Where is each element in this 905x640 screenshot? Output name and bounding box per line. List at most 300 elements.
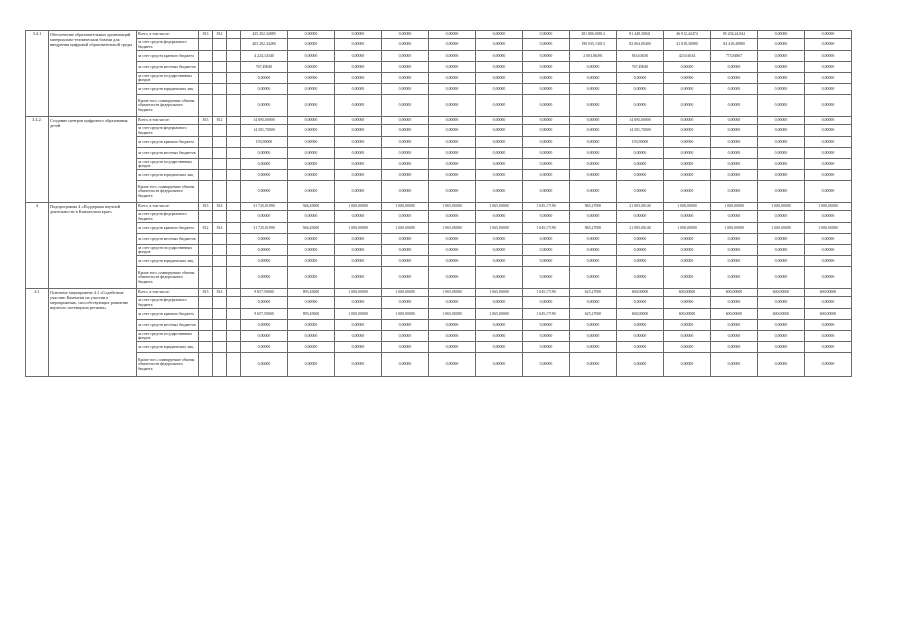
value-cell: 0,00000 [476, 84, 523, 95]
value-cell: 0,00000 [429, 245, 476, 256]
table-row [26, 31, 852, 39]
value-cell: 0,00000 [570, 62, 617, 73]
program-name-cell: Основное мероприятие 4.1 «Содействие участию Камчатки на участии в мероприятиях, способствующих развитию научного потенциала региона» [49, 289, 137, 377]
value-cell: 0,00000 [664, 62, 711, 73]
value-cell: 1 000,00000 [758, 223, 805, 234]
value-cell: 0,00000 [476, 125, 523, 137]
code-cell-1: 812 [199, 223, 213, 234]
value-cell: 0,00000 [429, 159, 476, 170]
value-cell: 0,00000 [429, 211, 476, 223]
value-cell: 0,00000 [523, 159, 570, 170]
value-cell: 0,00000 [570, 353, 617, 377]
empty-cell [227, 170, 241, 181]
empty-cell [227, 331, 241, 342]
code-cell-2 [213, 62, 227, 73]
value-cell: 0,00000 [476, 320, 523, 331]
value-cell: 0,00000 [617, 181, 664, 203]
value-cell: 0,00000 [664, 320, 711, 331]
value-cell: 1 000,00000 [335, 289, 382, 297]
value-cell: 0,00000 [617, 170, 664, 181]
code-cell-1 [199, 245, 213, 256]
code-cell-1 [199, 267, 213, 289]
value-cell: 0,00000 [523, 137, 570, 148]
value-cell: 0,00000 [382, 234, 429, 245]
value-cell: 0,00000 [617, 234, 664, 245]
funding-source-cell: за счет средств федерального бюджета [137, 211, 199, 223]
value-cell: 0,00000 [288, 331, 335, 342]
empty-cell [227, 31, 241, 39]
value-cell: 600,00000 [664, 309, 711, 320]
value-cell: 0,00000 [429, 51, 476, 62]
value-cell: 0,00000 [664, 353, 711, 377]
value-cell: 600,00000 [711, 309, 758, 320]
value-cell: 0,00000 [476, 211, 523, 223]
row-index-cell: 3.4.2. [26, 117, 49, 203]
value-cell: 0,00000 [335, 73, 382, 84]
value-cell: 0,00000 [711, 331, 758, 342]
value-cell: 1 065,00000 [429, 203, 476, 211]
value-cell: 2 003,86491 [570, 51, 617, 62]
empty-cell [227, 342, 241, 353]
funding-source-cell: за счет средств краевого бюджета [137, 309, 199, 320]
value-cell: 600,00000 [758, 309, 805, 320]
value-cell: 0,00000 [570, 320, 617, 331]
value-cell: 21 083,00140 [617, 223, 664, 234]
value-cell: 0,00000 [664, 148, 711, 159]
value-cell: 0,00000 [805, 117, 852, 125]
value-cell: 0,00000 [288, 245, 335, 256]
value-cell: 0,00000 [523, 353, 570, 377]
value-cell: 0,00000 [429, 148, 476, 159]
funding-source-cell: Кроме того, планируемые объемы обязательств федерального бюджета [137, 353, 199, 377]
table-row [26, 342, 852, 353]
value-cell: 0,00000 [429, 267, 476, 289]
value-cell: 0,00000 [711, 117, 758, 125]
value-cell: 0,00000 [711, 342, 758, 353]
value-cell: 1 045,17190 [523, 203, 570, 211]
code-cell-1 [199, 62, 213, 73]
value-cell: 0,00000 [241, 245, 288, 256]
value-cell: 0,00000 [288, 297, 335, 309]
value-cell: 625,27000 [570, 289, 617, 297]
code-cell-1 [199, 211, 213, 223]
value-cell: 0,00000 [664, 137, 711, 148]
table-row [26, 297, 852, 309]
value-cell: 0,00000 [570, 148, 617, 159]
table-row [26, 181, 852, 203]
value-cell: 0,00000 [288, 234, 335, 245]
value-cell: 0,00000 [617, 84, 664, 95]
value-cell: 0,00000 [241, 342, 288, 353]
value-cell: 0,00000 [476, 62, 523, 73]
value-cell: 0,00000 [805, 159, 852, 170]
empty-cell [227, 148, 241, 159]
value-cell: 0,00000 [758, 84, 805, 95]
value-cell: 0,00000 [805, 125, 852, 137]
value-cell: 1 065,00000 [476, 203, 523, 211]
value-cell: 0,00000 [617, 211, 664, 223]
value-cell: 0,00000 [476, 73, 523, 84]
code-cell-1 [199, 159, 213, 170]
value-cell: 0,00000 [758, 331, 805, 342]
code-cell-2 [213, 256, 227, 267]
value-cell: 0,00000 [288, 51, 335, 62]
value-cell: 0,00000 [382, 73, 429, 84]
value-cell: 0,00000 [805, 73, 852, 84]
value-cell: 0,00000 [617, 331, 664, 342]
value-cell: 0,00000 [523, 117, 570, 125]
value-cell: 0,00000 [711, 245, 758, 256]
value-cell: 423,61634 [664, 51, 711, 62]
value-cell: 1 000,00000 [382, 289, 429, 297]
value-cell: 0,00000 [335, 297, 382, 309]
code-cell-2 [213, 211, 227, 223]
value-cell: 0,00000 [570, 117, 617, 125]
code-cell-1 [199, 39, 213, 51]
value-cell: 31 725,01090 [241, 203, 288, 211]
value-cell: 0,00000 [382, 39, 429, 51]
value-cell: 1 000,00000 [335, 309, 382, 320]
value-cell: 0,00000 [664, 245, 711, 256]
value-cell: 0,00000 [805, 31, 852, 39]
value-cell: 0,00000 [288, 181, 335, 203]
table-row [26, 137, 852, 148]
value-cell: 9 657,50000 [241, 289, 288, 297]
value-cell: 0,00000 [382, 137, 429, 148]
value-cell: 0,00000 [476, 297, 523, 309]
value-cell: 0,00000 [523, 234, 570, 245]
value-cell: 0,00000 [288, 256, 335, 267]
funding-source-cell: за счет средств государственных фондов [137, 331, 199, 342]
value-cell: 0,00000 [335, 31, 382, 39]
value-cell: 600,00000 [617, 289, 664, 297]
funding-source-cell: за счет средств местных бюджетов [137, 234, 199, 245]
value-cell: 0,00000 [711, 148, 758, 159]
funding-source-cell: Кроме того, планируемые объемы обязательств федерального бюджета [137, 181, 199, 203]
value-cell: 0,00000 [241, 267, 288, 289]
value-cell: 0,00000 [711, 137, 758, 148]
value-cell: 0,00000 [241, 297, 288, 309]
code-cell-2 [213, 245, 227, 256]
value-cell: 0,00000 [288, 170, 335, 181]
value-cell: 0,00000 [288, 117, 335, 125]
code-cell-2 [213, 181, 227, 203]
value-cell: 0,00000 [429, 234, 476, 245]
code-cell-1 [199, 73, 213, 84]
code-cell-2 [213, 137, 227, 148]
value-cell: 0,00000 [711, 211, 758, 223]
value-cell: 0,00000 [335, 117, 382, 125]
value-cell: 0,00000 [805, 320, 852, 331]
value-cell: 0,00000 [617, 148, 664, 159]
code-cell-1 [199, 297, 213, 309]
value-cell: 0,00000 [758, 297, 805, 309]
value-cell: 0,00000 [711, 73, 758, 84]
table-row [26, 256, 852, 267]
value-cell: 0,00000 [335, 125, 382, 137]
value-cell: 0,00000 [805, 84, 852, 95]
value-cell: 0,00000 [570, 342, 617, 353]
value-cell: 1 045,17190 [523, 309, 570, 320]
value-cell: 0,00000 [382, 31, 429, 39]
table-row [26, 331, 852, 342]
value-cell: 0,00000 [523, 297, 570, 309]
value-cell: 0,00000 [664, 256, 711, 267]
funding-source-cell: за счет средств краевого бюджета [137, 137, 199, 148]
table-row [26, 245, 852, 256]
value-cell: 1 000,00000 [335, 223, 382, 234]
value-cell: 0,00000 [476, 181, 523, 203]
value-cell: 0,00000 [805, 297, 852, 309]
code-cell-1 [199, 234, 213, 245]
value-cell: 84 418,40880 [711, 39, 758, 51]
value-cell: 0,00000 [523, 256, 570, 267]
funding-source-cell: за счет средств федерального бюджета [137, 297, 199, 309]
code-cell-1 [199, 342, 213, 353]
value-cell: 895,45000 [288, 289, 335, 297]
value-cell: 0,00000 [429, 31, 476, 39]
value-cell: 0,00000 [664, 117, 711, 125]
value-cell: 0,00000 [758, 125, 805, 137]
value-cell: 14 695,60000 [241, 117, 288, 125]
value-cell: 0,00000 [805, 211, 852, 223]
value-cell: 1 065,00000 [476, 309, 523, 320]
table-row [26, 62, 852, 73]
funding-source-cell: Кроме того, планируемые объемы обязательств федерального бюджета [137, 267, 199, 289]
code-cell-2 [213, 297, 227, 309]
code-cell-2 [213, 39, 227, 51]
value-cell: 41 818,30880 [664, 39, 711, 51]
value-cell: 0,00000 [476, 39, 523, 51]
funding-source-cell: за счет средств государственных фондов [137, 159, 199, 170]
table-row [26, 320, 852, 331]
value-cell: 0,00000 [758, 320, 805, 331]
value-cell: 0,00000 [617, 159, 664, 170]
value-cell: 1 000,00000 [382, 203, 429, 211]
funding-source-cell: за счет средств краевого бюджета [137, 223, 199, 234]
value-cell: 0,00000 [805, 62, 852, 73]
value-cell: 0,00000 [241, 211, 288, 223]
value-cell: 0,00000 [382, 62, 429, 73]
value-cell: 0,00000 [429, 62, 476, 73]
table-row [26, 234, 852, 245]
funding-source-cell: за счет средств местных бюджетов [137, 148, 199, 159]
value-cell: 0,00000 [570, 84, 617, 95]
value-cell: 0,00000 [335, 181, 382, 203]
value-cell: 0,00000 [241, 320, 288, 331]
table-row [26, 84, 852, 95]
value-cell: 0,00000 [476, 137, 523, 148]
value-cell: 0,00000 [711, 297, 758, 309]
code-cell-2 [213, 234, 227, 245]
program-name-cell: Подпрограмма 4 «Поддержка научной деятельности в Камчатском крае» [49, 203, 137, 289]
value-cell: 0,00000 [476, 245, 523, 256]
value-cell: 1 000,00000 [758, 203, 805, 211]
value-cell: 0,00000 [523, 39, 570, 51]
funding-source-cell: Всего, в том числе: [137, 117, 199, 125]
value-cell: 0,00000 [288, 342, 335, 353]
value-cell: 0,00000 [335, 95, 382, 117]
value-cell: 0,00000 [711, 84, 758, 95]
row-index-cell: 3.4.1 [26, 31, 49, 117]
value-cell: 0,00000 [570, 159, 617, 170]
value-cell: 0,00000 [758, 51, 805, 62]
value-cell: 81 448,30841 [617, 31, 664, 39]
empty-cell [227, 95, 241, 117]
empty-cell [227, 267, 241, 289]
value-cell: 0,00000 [523, 31, 570, 39]
value-cell: 0,00000 [429, 170, 476, 181]
value-cell: 0,00000 [805, 342, 852, 353]
funding-source-cell: за счет средств краевого бюджета [137, 51, 199, 62]
value-cell: 1 000,00000 [335, 203, 382, 211]
value-cell: 0,00000 [523, 73, 570, 84]
value-cell: 0,00000 [288, 39, 335, 51]
code-cell-1: 813 [199, 203, 213, 211]
value-cell: 0,00000 [288, 73, 335, 84]
empty-cell [227, 203, 241, 211]
value-cell: 4 224,14340 [241, 51, 288, 62]
code-cell-2 [213, 84, 227, 95]
empty-cell [227, 159, 241, 170]
value-cell: 0,00000 [335, 170, 382, 181]
value-cell: 0,00000 [758, 211, 805, 223]
value-cell: 0,00000 [429, 181, 476, 203]
empty-cell [227, 245, 241, 256]
program-name-cell: Создание центров цифрового образования детей [49, 117, 137, 203]
value-cell: 0,00000 [429, 84, 476, 95]
code-cell-2 [213, 159, 227, 170]
value-cell: 0,00000 [382, 84, 429, 95]
value-cell: 0,00000 [382, 211, 429, 223]
value-cell: 0,00000 [476, 148, 523, 159]
program-name-cell: Обеспечение образовательных организаций материально-техническим базами для внедрения цифровой образовательной среды [49, 31, 137, 117]
table-row [26, 309, 852, 320]
value-cell: 1 065,00000 [429, 289, 476, 297]
value-cell: 0,00000 [382, 267, 429, 289]
value-cell: 0,00000 [382, 353, 429, 377]
code-cell-1 [199, 170, 213, 181]
value-cell: 865,27000 [570, 203, 617, 211]
value-cell: 0,00000 [429, 95, 476, 117]
value-cell: 0,00000 [523, 181, 570, 203]
value-cell: 0,00000 [758, 137, 805, 148]
value-cell: 0,00000 [288, 159, 335, 170]
value-cell: 0,00000 [664, 84, 711, 95]
value-cell: 0,00000 [758, 256, 805, 267]
empty-cell [227, 297, 241, 309]
code-cell-1 [199, 51, 213, 62]
value-cell: 0,00000 [335, 51, 382, 62]
budget-table-sheet [25, 30, 852, 377]
value-cell: 0,00000 [382, 256, 429, 267]
value-cell: 0,00000 [664, 181, 711, 203]
value-cell: 0,00000 [335, 84, 382, 95]
value-cell: 0,00000 [805, 95, 852, 117]
value-cell: 0,00000 [570, 234, 617, 245]
value-cell: 0,00000 [758, 62, 805, 73]
value-cell: 0,00000 [476, 353, 523, 377]
code-cell-2 [213, 320, 227, 331]
code-cell-2: 812 [213, 31, 227, 39]
table-row [26, 117, 852, 125]
code-cell-1: 813 [199, 289, 213, 297]
value-cell: 0,00000 [288, 211, 335, 223]
funding-source-cell: за счет средств федерального бюджета [137, 125, 199, 137]
code-cell-2 [213, 309, 227, 320]
value-cell: 0,00000 [523, 320, 570, 331]
value-cell: 0,00000 [758, 245, 805, 256]
empty-cell [227, 51, 241, 62]
value-cell: 0,00000 [758, 234, 805, 245]
value-cell: 0,00000 [429, 137, 476, 148]
table-row [26, 211, 852, 223]
empty-cell [227, 353, 241, 377]
value-cell: 0,00000 [241, 181, 288, 203]
value-cell: 0,00000 [429, 353, 476, 377]
value-cell: 0,00000 [758, 31, 805, 39]
funding-source-cell: Всего, в том числе: [137, 203, 199, 211]
value-cell: 0,00000 [711, 125, 758, 137]
value-cell: 0,00000 [570, 331, 617, 342]
value-cell: 0,00000 [570, 137, 617, 148]
code-cell-2 [213, 353, 227, 377]
value-cell: 0,00000 [711, 159, 758, 170]
value-cell: 0,00000 [805, 256, 852, 267]
value-cell: 0,00000 [523, 51, 570, 62]
value-cell: 0,00000 [805, 245, 852, 256]
value-cell: 0,00000 [570, 181, 617, 203]
value-cell: 0,00000 [523, 62, 570, 73]
value-cell: 767,49640 [241, 62, 288, 73]
value-cell: 14 501,70000 [617, 125, 664, 137]
value-cell: 0,00000 [617, 267, 664, 289]
value-cell: 0,00000 [711, 95, 758, 117]
value-cell: 0,00000 [711, 181, 758, 203]
empty-cell [227, 234, 241, 245]
value-cell: 0,00000 [241, 95, 288, 117]
value-cell: 0,00000 [241, 84, 288, 95]
code-cell-1 [199, 331, 213, 342]
code-cell-1 [199, 125, 213, 137]
value-cell: 865,27000 [570, 223, 617, 234]
value-cell: 0,00000 [758, 148, 805, 159]
value-cell: 0,00000 [664, 342, 711, 353]
value-cell: 0,00000 [805, 170, 852, 181]
value-cell: 0,00000 [711, 267, 758, 289]
value-cell: 0,00000 [288, 62, 335, 73]
value-cell: 600,00000 [711, 289, 758, 297]
value-cell: 0,00000 [335, 320, 382, 331]
value-cell: 0,00000 [382, 148, 429, 159]
value-cell: 1 065,00000 [429, 223, 476, 234]
empty-cell [227, 84, 241, 95]
table-row [26, 39, 852, 51]
value-cell: 0,00000 [758, 39, 805, 51]
value-cell: 0,00000 [288, 84, 335, 95]
value-cell: 0,00000 [382, 331, 429, 342]
value-cell: 1 000,00000 [805, 223, 852, 234]
code-cell-1 [199, 84, 213, 95]
value-cell: 0,00000 [476, 117, 523, 125]
value-cell: 0,00000 [664, 125, 711, 137]
value-cell: 0,00000 [664, 234, 711, 245]
value-cell: 0,00000 [429, 320, 476, 331]
value-cell: 0,00000 [382, 181, 429, 203]
value-cell: 0,00000 [523, 245, 570, 256]
row-index-cell: 4 [26, 203, 49, 289]
value-cell: 1 045,17190 [523, 223, 570, 234]
